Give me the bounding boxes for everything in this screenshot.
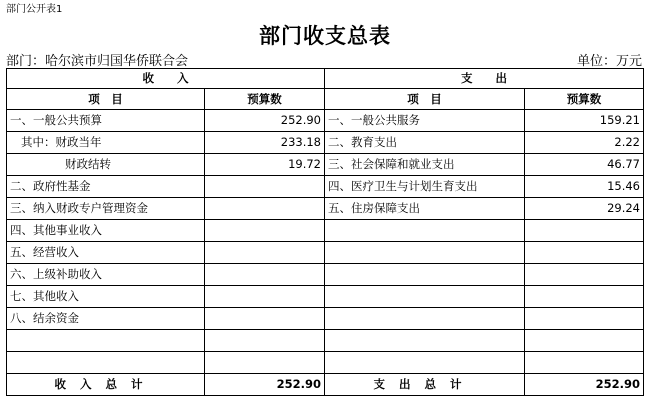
budget-table: [6, 68, 644, 396]
income-item-cell: 四、其他事业收入: [7, 220, 205, 242]
income-total-label: 收入总计: [7, 374, 205, 396]
income-amount-cell: [205, 308, 325, 330]
expense-item-cell: 三、社会保障和就业支出: [325, 154, 525, 176]
table-row: [7, 220, 644, 242]
table-row: [7, 242, 644, 264]
expense-amount-cell: 29.24: [525, 198, 644, 220]
income-item-cell: 二、政府性基金: [7, 176, 205, 198]
income-amount-cell: [205, 198, 325, 220]
income-amount-cell: [205, 352, 325, 374]
expense-amount-cell: [525, 330, 644, 352]
table-row: [7, 330, 644, 352]
table-row: [7, 352, 644, 374]
income-item-cell: 八、结余资金: [7, 308, 205, 330]
table-number-label: 部门公开表1: [6, 4, 63, 15]
expense-item-cell: 二、教育支出: [325, 132, 525, 154]
income-item-cell: [7, 352, 205, 374]
expense-amount-cell: [525, 264, 644, 286]
income-item-cell: 财政结转: [7, 154, 205, 176]
income-item-cell: 其中：财政当年: [7, 132, 205, 154]
income-amount-header: 预算数: [205, 89, 325, 110]
income-item-cell: 六、上级补助收入: [7, 264, 205, 286]
income-amount-cell: [205, 176, 325, 198]
income-item-cell: 五、经营收入: [7, 242, 205, 264]
expense-item-cell: 五、住房保障支出: [325, 198, 525, 220]
table-row: [7, 308, 644, 330]
expense-amount-cell: 46.77: [525, 154, 644, 176]
expense-section-header: 支 出: [325, 69, 644, 89]
table-row: [7, 132, 644, 154]
income-amount-cell: [205, 242, 325, 264]
expense-total-amount: 252.90: [525, 374, 644, 396]
income-amount-cell: [205, 286, 325, 308]
table-row: [7, 176, 644, 198]
income-amount-cell: 19.72: [205, 154, 325, 176]
table-row: [7, 198, 644, 220]
expense-amount-cell: [525, 242, 644, 264]
income-amount-cell: [205, 264, 325, 286]
expense-item-cell: 一、一般公共服务: [325, 110, 525, 132]
table-row: [7, 286, 644, 308]
column-header-row: [7, 89, 644, 110]
income-item-header: 项 目: [7, 89, 205, 110]
table-row: [7, 154, 644, 176]
income-amount-cell: 233.18: [205, 132, 325, 154]
income-item-cell: 七、其他收入: [7, 286, 205, 308]
income-amount-cell: 252.90: [205, 110, 325, 132]
income-item-cell: [7, 330, 205, 352]
expense-item-cell: [325, 330, 525, 352]
expense-amount-cell: [525, 352, 644, 374]
expense-amount-cell: [525, 308, 644, 330]
expense-item-cell: [325, 352, 525, 374]
expense-amount-cell: 15.46: [525, 176, 644, 198]
expense-item-cell: 四、医疗卫生与计划生育支出: [325, 176, 525, 198]
expense-item-cell: [325, 242, 525, 264]
expense-total-label: 支出总计: [325, 374, 525, 396]
expense-amount-cell: 159.21: [525, 110, 644, 132]
expense-amount-cell: [525, 286, 644, 308]
income-amount-cell: [205, 220, 325, 242]
expense-item-cell: [325, 286, 525, 308]
department-label: 部门：哈尔滨市归国华侨联合会: [6, 54, 189, 69]
income-item-cell: 三、纳入财政专户管理资金: [7, 198, 205, 220]
expense-item-cell: [325, 308, 525, 330]
totals-row: [7, 374, 644, 396]
income-item-cell: 一、一般公共预算: [7, 110, 205, 132]
table-row: [7, 110, 644, 132]
expense-item-cell: [325, 264, 525, 286]
table-row: [7, 264, 644, 286]
unit-label: 单位：万元: [576, 54, 642, 69]
income-section-header: 收 入: [7, 69, 325, 89]
expense-item-header: 项 目: [325, 89, 525, 110]
expense-amount-cell: [525, 220, 644, 242]
section-header-row: [7, 69, 644, 89]
page-title: 部门收支总表: [259, 24, 391, 48]
expense-amount-header: 预算数: [525, 89, 644, 110]
expense-amount-cell: 2.22: [525, 132, 644, 154]
income-total-amount: 252.90: [205, 374, 325, 396]
income-amount-cell: [205, 330, 325, 352]
expense-item-cell: [325, 220, 525, 242]
